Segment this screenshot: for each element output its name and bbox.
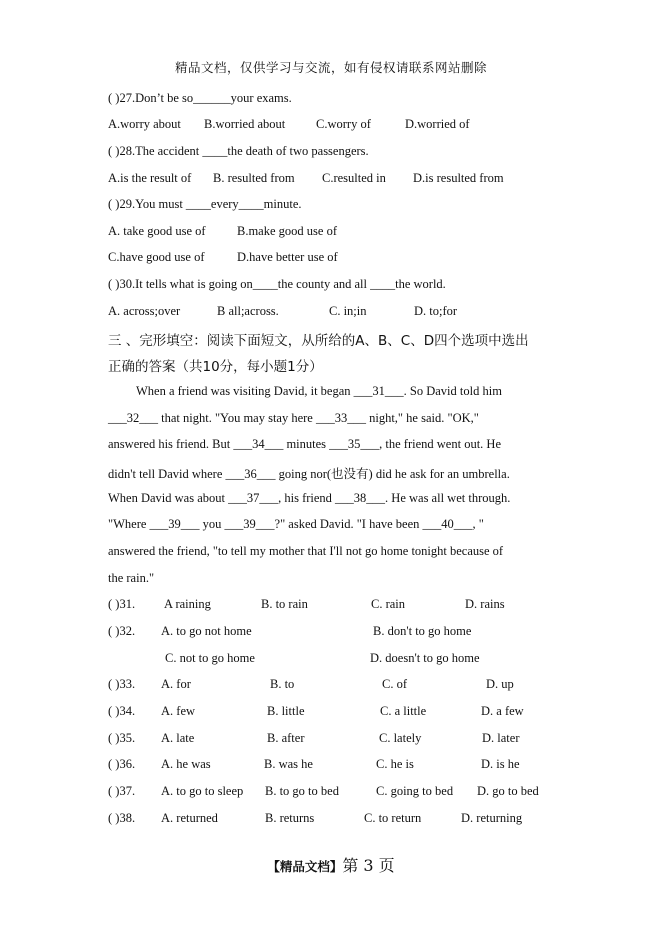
- question-29-option-c: C.have good use of: [108, 250, 205, 264]
- question-36-option-b: B. was he: [264, 757, 313, 771]
- question-38-number: ( )38.: [108, 811, 136, 825]
- question-32-option-b: B. don't to go home: [373, 624, 472, 638]
- passage-line-4: didn't tell David where ___36___ going nor(也没有) did he ask for an umbrella.: [108, 467, 510, 481]
- question-38-option-b: B. returns: [265, 811, 315, 825]
- passage-line-2: ___32___ that night. "You may stay here ___33___ night," he said. "OK,": [108, 411, 479, 425]
- question-31-option-b: B. to rain: [261, 597, 308, 611]
- question-37-option-d: D. go to bed: [477, 784, 539, 798]
- question-28-option-a: A.is the result of: [108, 171, 192, 185]
- question-36-number: ( )36.: [108, 757, 136, 771]
- question-35-option-a: A. late: [161, 731, 195, 745]
- question-30-option-a: A. across;over: [108, 304, 181, 318]
- question-28-option-c: C.resulted in: [322, 171, 386, 185]
- passage-line-1: When a friend was visiting David, it began ___31___. So David told him: [136, 384, 502, 398]
- question-35-option-d: D. later: [482, 731, 520, 745]
- question-32-number: ( )32.: [108, 624, 136, 638]
- question-34-option-c: C. a little: [380, 704, 427, 718]
- question-28-stem: ( )28.The accident ____the death of two passengers.: [108, 144, 369, 158]
- question-29-option-d: D.have better use of: [237, 250, 338, 264]
- question-38-option-c: C. to return: [364, 811, 422, 825]
- question-33-option-d: D. up: [486, 677, 514, 691]
- question-27-option-c: C.worry of: [316, 117, 371, 131]
- page-footer: [0, 853, 662, 876]
- passage-line-3: answered his friend. But ___34___ minutes ___35___, the friend went out. He: [108, 437, 501, 451]
- passage-line-6: "Where ___39___ you ___39___?" asked David. "I have been ___40___, ": [108, 517, 484, 531]
- section-title-line-2: 正确的答案（共10分，每小题1分）: [108, 359, 323, 375]
- question-30-option-b: B all;across.: [217, 304, 279, 318]
- question-35-number: ( )35.: [108, 731, 136, 745]
- question-38-option-a: A. returned: [161, 811, 218, 825]
- question-30-stem: ( )30.It tells what is going on____the county and all ____the world.: [108, 277, 446, 291]
- question-32-option-d: D. doesn't to go home: [370, 651, 480, 665]
- question-27-option-b: B.worried about: [204, 117, 286, 131]
- page-header: 精品文档，仅供学习与交流，如有侵权请联系网站删除: [174, 60, 487, 75]
- passage-line-7: answered the friend, "to tell my mother that I'll not go home tonight because of: [108, 544, 504, 558]
- question-29-stem: ( )29.You must ____every____minute.: [108, 197, 302, 211]
- question-37-option-a: A. to go to sleep: [161, 784, 244, 798]
- question-30-option-d: D. to;for: [414, 304, 458, 318]
- question-33-option-a: A. for: [161, 677, 191, 691]
- question-36-option-a: A. he was: [161, 757, 211, 771]
- question-33-option-c: C. of: [382, 677, 407, 691]
- question-29-option-a: A. take good use of: [108, 224, 206, 238]
- question-27-option-d: D.worried of: [405, 117, 470, 131]
- question-31-option-a: A raining: [164, 597, 211, 611]
- question-27-option-a: A.worry about: [108, 117, 181, 131]
- question-35-option-b: B. after: [267, 731, 305, 745]
- question-31-option-c: C. rain: [371, 597, 406, 611]
- question-28-option-b: B. resulted from: [213, 171, 295, 185]
- question-36-option-c: C. he is: [376, 757, 414, 771]
- question-34-option-b: B. little: [267, 704, 305, 718]
- question-37-option-b: B. to go to bed: [265, 784, 339, 798]
- question-37-number: ( )37.: [108, 784, 136, 798]
- question-29-option-b: B.make good use of: [237, 224, 337, 238]
- question-31-number: ( )31.: [108, 597, 136, 611]
- footer-page-number: 第 3 页: [342, 856, 395, 875]
- question-27-stem: ( )27.Don’t be so______your exams.: [108, 91, 292, 105]
- section-title-line-1: 三 、完形填空：阅读下面短文，从所给的A、B、C、D四个选项中选出: [108, 333, 529, 349]
- question-34-number: ( )34.: [108, 704, 136, 718]
- question-33-option-b: B. to: [270, 677, 295, 691]
- question-30-option-c: C. in;in: [329, 304, 367, 318]
- question-34-option-d: D. a few: [481, 704, 524, 718]
- question-37-option-c: C. going to bed: [376, 784, 454, 798]
- question-38-option-d: D. returning: [461, 811, 523, 825]
- footer-tag: 【精品文档】: [267, 859, 343, 874]
- question-32-option-a: A. to go not home: [161, 624, 252, 638]
- question-31-option-d: D. rains: [465, 597, 505, 611]
- question-32-option-c: C. not to go home: [165, 651, 255, 665]
- passage-line-8: the rain.": [108, 571, 155, 585]
- passage-line-5: When David was about ___37___, his friend ___38___. He was all wet through.: [108, 491, 511, 505]
- question-35-option-c: C. lately: [379, 731, 422, 745]
- question-28-option-d: D.is resulted from: [413, 171, 504, 185]
- question-33-number: ( )33.: [108, 677, 136, 691]
- question-36-option-d: D. is he: [481, 757, 520, 771]
- question-34-option-a: A. few: [161, 704, 196, 718]
